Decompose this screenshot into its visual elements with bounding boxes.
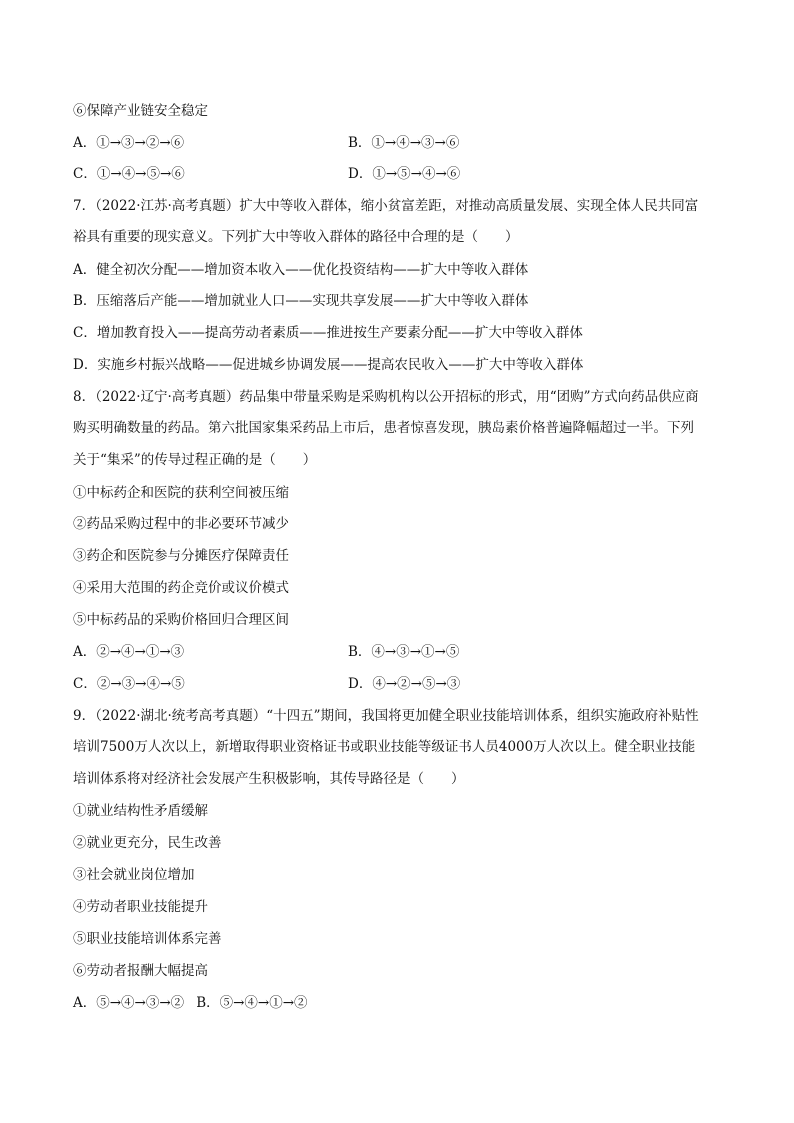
q9-item-3: ③社会就业岗位增加 (73, 867, 195, 883)
q8-option-c[interactable]: C．②→③→④→⑤ (73, 676, 185, 692)
q8-item-1: ①中标药企和医院的获利空间被压缩 (73, 485, 289, 501)
q9-stem-line-2: 培训7500万人次以上，新增取得职业资格证书或职业技能等级证书人员4000万人次以上。健全职业技能 (73, 739, 696, 755)
q8-item-4: ④采用大范围的药企竞价或议价模式 (73, 580, 289, 596)
q9-stem-line-3: 培训体系将对经济社会发展产生积极影响，其传导路径是（ ） (73, 771, 465, 787)
q6-option-a[interactable]: A．①→③→②→⑥ (73, 135, 185, 151)
q9-item-4: ④劳动者职业技能提升 (73, 899, 208, 915)
q6-option-d[interactable]: D．①→⑤→④→⑥ (348, 166, 461, 182)
q9-item-2: ②就业更充分，民生改善 (73, 835, 222, 851)
q9-option-a[interactable]: A．⑤→④→③→② (73, 995, 185, 1011)
q8-option-d[interactable]: D．④→②→⑤→③ (348, 676, 461, 692)
q9-item-6: ⑥劳动者报酬大幅提高 (73, 963, 208, 979)
q8-stem-line-1: 8．（2022·辽宁·高考真题）药品集中带量采购是采购机构以公开招标的形式，用“团购”方式向药品供应商 (73, 389, 699, 405)
q9-options-row (73, 994, 320, 1012)
q7-stem-line-1: 7．（2022·江苏·高考真题）扩大中等收入群体，缩小贫富差距，对推动高质量发展、实现全体人民共同富 (73, 198, 699, 214)
q8-option-a[interactable]: A．②→④→①→③ (73, 644, 185, 660)
q7-option-c[interactable]: C．增加教育投入——提高劳动者素质——推进按生产要素分配——扩大中等收入群体 (73, 325, 583, 341)
q9-option-b[interactable]: B．⑤→④→①→② (196, 995, 308, 1011)
q8-stem-line-2: 购买明确数量的药品。第六批国家集采药品上市后，患者惊喜发现，胰岛素价格普遍降幅超过一半。下列 (73, 420, 694, 436)
q8-item-3: ③药企和医院参与分摊医疗保障责任 (73, 548, 289, 564)
q8-stem-line-3: 关于“集采”的传导过程正确的是（ ） (73, 452, 317, 468)
q7-option-a[interactable]: A．健全初次分配——增加资本收入——优化投资结构——扩大中等收入群体 (73, 262, 529, 278)
q9-stem-line-1: 9．（2022·湖北·统考高考真题）“十四五”期间，我国将更加健全职业技能培训体系，组织实施政府补贴性 (73, 708, 699, 724)
q6-option-c[interactable]: C．①→④→⑤→⑥ (73, 166, 185, 182)
q7-stem-line-2: 裕具有重要的现实意义。下列扩大中等收入群体的路径中合理的是（ ） (73, 229, 519, 245)
q6-item-6: ⑥保障产业链安全稳定 (73, 103, 208, 119)
q8-item-5: ⑤中标药品的采购价格回归合理区间 (73, 612, 289, 628)
q6-option-b[interactable]: B．①→④→③→⑥ (348, 135, 460, 151)
q7-option-b[interactable]: B．压缩落后产能——增加就业人口——实现共享发展——扩大中等收入群体 (73, 293, 529, 309)
q9-item-5: ⑤职业技能培训体系完善 (73, 931, 222, 947)
q7-option-d[interactable]: D．实施乡村振兴战略——促进城乡协调发展——提高农民收入——扩大中等收入群体 (73, 357, 584, 373)
q8-option-b[interactable]: B．④→③→①→⑤ (348, 644, 460, 660)
q9-item-1: ①就业结构性矛盾缓解 (73, 803, 208, 819)
q8-item-2: ②药品采购过程中的非必要环节减少 (73, 516, 289, 532)
